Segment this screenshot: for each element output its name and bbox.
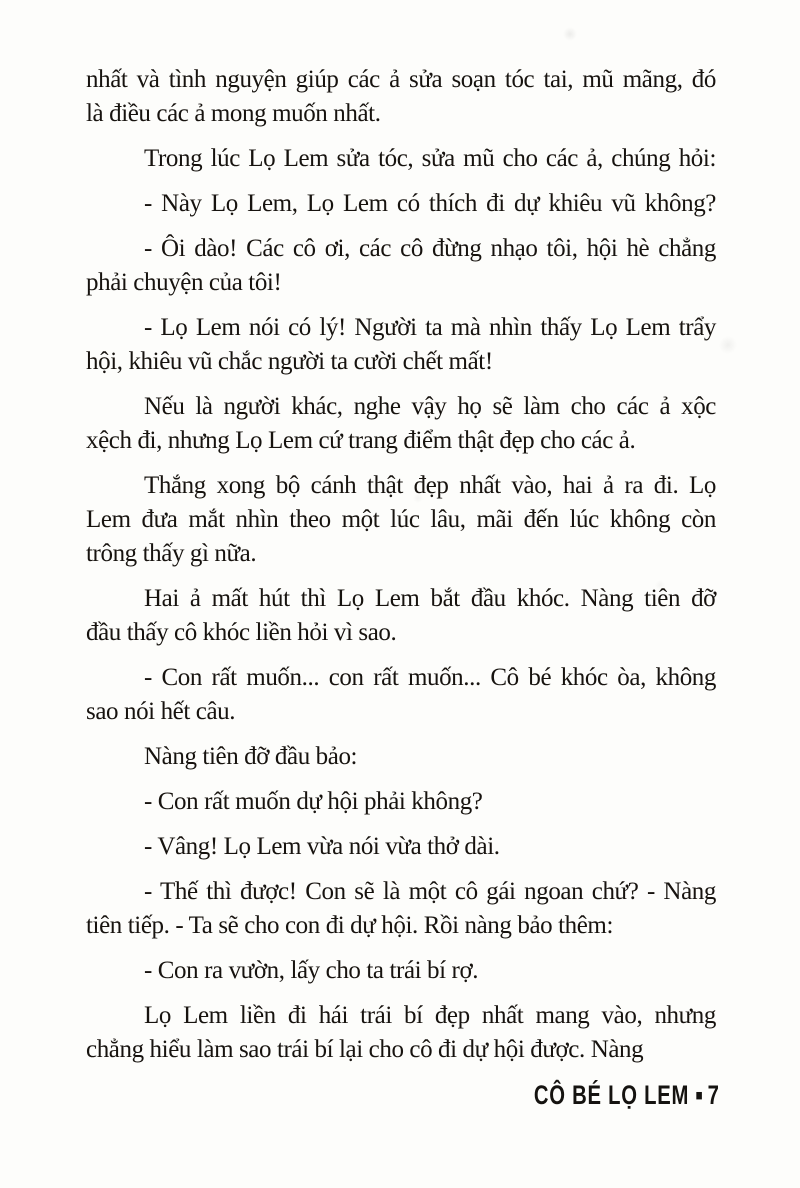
text-line: đầu thấy cô khóc liền hỏi vì sao. (86, 619, 397, 646)
paragraph (86, 142, 716, 176)
text-line: Hai ả mất hút thì Lọ Lem bắt đầu khóc. Nàng tiên đỡ (144, 585, 716, 612)
text-line: - Lọ Lem nói có lý! Người ta mà nhìn thấy Lọ Lem trẩy (144, 314, 716, 341)
paragraph (86, 63, 716, 131)
text-line: trông thấy gì nữa. (86, 540, 257, 567)
paragraph (86, 311, 716, 379)
text-line: - Con rất muốn... con rất muốn... Cô bé khóc òa, không (144, 664, 716, 691)
paragraph (86, 232, 716, 300)
text-line: Lọ Lem liền đi hái trái bí đẹp nhất mang vào, nhưng (144, 1002, 716, 1029)
text-line: tiên tiếp. - Ta sẽ cho con đi dự hội. Rồi nàng bảo thêm: (86, 912, 614, 939)
text-line: Lem đưa mắt nhìn theo một lúc lâu, mãi đến lúc không còn (86, 506, 716, 533)
page-number: 7 (707, 1080, 720, 1110)
text-line: - Này Lọ Lem, Lọ Lem có thích đi dự khiêu vũ không? (144, 190, 716, 217)
paragraph (86, 740, 716, 774)
text-line: - Con rất muốn dự hội phải không? (144, 788, 483, 815)
text-line: là điều các ả mong muốn nhất. (86, 100, 381, 127)
paragraph (86, 582, 716, 650)
text-line: xệch đi, nhưng Lọ Lem cứ trang điểm thật đẹp cho các ả. (86, 427, 636, 454)
page-footer (534, 1080, 720, 1111)
paragraph (86, 954, 716, 988)
text-line: hội, khiêu vũ chắc người ta cười chết mất! (86, 348, 493, 375)
text-line: - Ôi dào! Các cô ơi, các cô đừng nhạo tôi, hội hè chẳng (144, 235, 716, 262)
book-title: CÔ BÉ LỌ LEM (534, 1080, 690, 1110)
text-line: Trong lúc Lọ Lem sửa tóc, sửa mũ cho các ả, chúng hỏi: (144, 145, 716, 172)
text-line: phải chuyện của tôi! (86, 269, 282, 296)
square-bullet-icon: ▪ (695, 1079, 705, 1112)
paragraph (86, 999, 716, 1067)
paragraph (86, 830, 716, 864)
text-line: Nếu là người khác, nghe vậy họ sẽ làm cho các ả xộc (144, 393, 716, 420)
text-line: Thắng xong bộ cánh thật đẹp nhất vào, hai ả ra đi. Lọ (144, 472, 716, 499)
text-line: - Vâng! Lọ Lem vừa nói vừa thở dài. (144, 833, 500, 860)
text-line: sao nói hết câu. (86, 698, 236, 725)
paragraph (86, 390, 716, 458)
text-line: Nàng tiên đỡ đầu bảo: (144, 743, 358, 770)
text-line: - Thế thì được! Con sẽ là một cô gái ngoan chứ? - Nàng (144, 878, 716, 905)
paragraph (86, 187, 716, 221)
text-line: nhất và tình nguyện giúp các ả sửa soạn tóc tai, mũ mãng, đó (86, 66, 716, 93)
paragraph (86, 469, 716, 571)
text-line: - Con ra vườn, lấy cho ta trái bí rợ. (144, 957, 479, 984)
paragraph (86, 785, 716, 819)
paragraph (86, 875, 716, 943)
text-line: chẳng hiểu làm sao trái bí lại cho cô đi dự hội được. Nàng (86, 1036, 644, 1063)
paragraph (86, 661, 716, 729)
text-column (86, 63, 716, 1067)
